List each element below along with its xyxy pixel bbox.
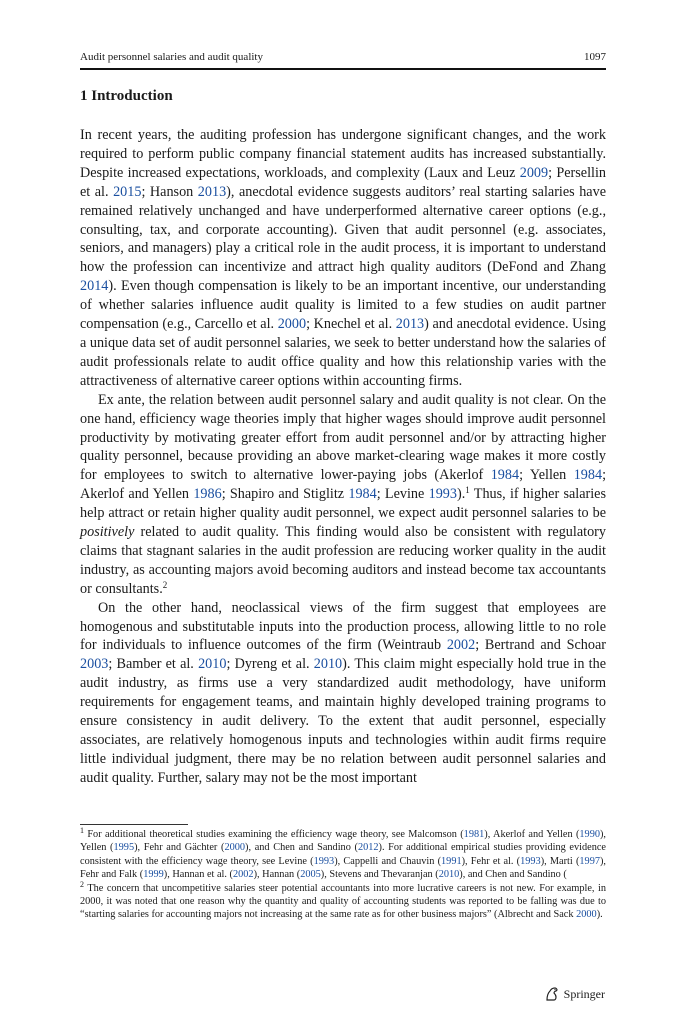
footnote-number: 1	[80, 826, 84, 835]
footnote-ref[interactable]: 1	[465, 485, 470, 496]
running-title: Audit personnel salaries and audit quality	[80, 51, 263, 63]
footnote-number: 2	[80, 879, 84, 889]
citation-link[interactable]: 2014	[80, 278, 109, 295]
citation-link[interactable]: 2012	[357, 842, 379, 854]
citation-link[interactable]: 1984	[490, 467, 520, 484]
body-text	[80, 126, 606, 788]
footnote-2: $^2$ The concern that uncompetitive salaries steer potential accountants into more lucrative careers is not new. For example, in 2000, it was noted that one reason why the quantity and quality of accounting students was reported to be falling was due to “starting salaries for accounting majors not increasing at the same rate as for other business majors” (Albrecht and Sack 2000).	[80, 879, 606, 921]
publisher-name: Springer	[563, 986, 605, 1001]
running-header	[80, 51, 606, 63]
citation-link[interactable]: 2000	[277, 316, 307, 333]
citation-link[interactable]: 1993	[428, 486, 457, 503]
paragraph-2: Ex ante, the relation between audit personnel salary and audit quality is not clear. On the one hand, efficiency wage theories imply that higher wages should improve audit personnel productivity by motivating greater effort from audit personnel and/or by attracting higher quality personnel, because providing an above market-clearing wage makes it more costly for employees to switch to alternative lower-paying jobs (Akerlof 1984; Yellen 1984; Akerlof and Yellen 1986; Shapiro and Stiglitz 1984; Levine 1993).$^1$ Thus, if higher salaries help attract or retain higher quality audit personnel, we expect audit personnel salaries to be positively related to audit quality. This finding would also be consistent with regulatory claims that stagnant salaries in the audit profession are reducing worker quality in the audit industry, as accounting majors avoid becoming auditors and instead become tax accountants or consultants.$^2$	[80, 391, 607, 597]
citation-link[interactable]: 2000	[224, 842, 246, 854]
citation-link[interactable]: 1991	[441, 855, 462, 867]
footnote-ref[interactable]: 2	[162, 579, 168, 590]
springer-horse-icon	[544, 986, 560, 1002]
citation-link[interactable]: 1993	[313, 855, 335, 867]
citation-link[interactable]: 2015	[113, 183, 142, 200]
citation-link[interactable]: 2002	[232, 869, 254, 881]
citation-link[interactable]: 1981	[463, 829, 485, 840]
footnote-rule	[80, 824, 188, 825]
citation-link[interactable]: 1990	[579, 829, 600, 840]
citation-link[interactable]: 1997	[579, 855, 600, 867]
citation-link[interactable]: 1986	[193, 486, 222, 503]
emphasis: positively	[80, 524, 135, 541]
citation-link[interactable]: 1999	[143, 869, 164, 881]
citation-link[interactable]: 2010	[198, 656, 227, 673]
citation-link[interactable]: 1993	[520, 855, 541, 867]
citation-link[interactable]: 2009	[519, 164, 549, 181]
citation-link[interactable]: 2002	[446, 637, 476, 654]
citation-link[interactable]: 2005	[300, 869, 321, 881]
paragraph-3: On the other hand, neoclassical views of the firm suggest that employees are homogenous and substitutable inputs into the production process, allowing little to no role for individuals to influence outcomes of the firm (Weintraub 2002; Bertrand and Schoar 2003; Bamber et al. 2010; Dyreng et al. 2010). This claim might especially hold true in the audit industry, as firms use a very standardized audit methodology, have uniform requirements for engagement teams, and maintain highly developed training programs to ensure consistency in audit delivery. To the extent that audit personnel, especially associates, are relatively homogenous inputs and technologies within audit firms require little individual judgment, there may be no relation between audit personnel salaries and audit quality. Further, salary may not be the most important	[80, 599, 606, 786]
paragraph-1: In recent years, the auditing profession has undergone significant changes, and the work required to perform public company financial statement audits has increased substantially. Despite increased expectations, workloads, and complexity (Laux and Leuz 2009; Persellin et al. 2015; Hanson 2013), anecdotal evidence suggests auditors’ real starting salaries have remained relatively unchanged and have underperformed alternative career options (e.g., consulting, tax, and corporate accounting). Given that audit personnel (e.g. associates, seniors, and managers) play a critical role in the audit process, it is important to understand how the profession can incentivize and attract high quality auditors (DeFond and Zhang 2014). Even though compensation is likely to be an important incentive, our understanding of whether salaries influence audit quality is limited to a few studies on audit partner compensation (e.g., Carcello et al. 2000; Knechel et al. 2013) and anecdotal evidence. Using a unique data set of audit personnel salaries, we seek to better understand how the salaries of audit professionals relate to audit office quality and how this relationship varies with the attractiveness of alternative career options within accounting firms.	[80, 127, 607, 389]
citation-link[interactable]: 2013	[197, 183, 227, 200]
section-title: 1 Introduction	[80, 88, 173, 104]
citation-link[interactable]: 2003	[80, 656, 109, 673]
citation-link[interactable]: 2010	[438, 869, 460, 881]
footnote-1: $^1$ For additional theoretical studies examining the efficiency wage theory, see Malcomson (1981), Akerlof and Yellen (1990), Yellen (1995), Fehr and Gächter (2000), and Chen and Sandino (2012). For additional empirical studies providing evidence consistent with the efficiency wage theory, see Levine (1993), Cappelli and Chauvin (1991), Fehr et al. (1993), Marti (1997), Fehr and Falk (1999), Hannan et al. (2002), Hannan (2005), Stevens and Thevaranjan (2010), and Chen and Sandino (	[80, 826, 607, 881]
citation-link[interactable]: 2000	[576, 909, 597, 921]
citation-link[interactable]: 1984	[348, 486, 377, 503]
header-rule	[80, 68, 606, 70]
page-number: 1097	[584, 51, 606, 63]
footnotes	[80, 828, 606, 922]
publisher-logo	[544, 986, 605, 1002]
citation-link[interactable]: 1995	[113, 842, 135, 854]
citation-link[interactable]: 1984	[573, 467, 603, 484]
citation-link[interactable]: 2010	[313, 656, 343, 673]
citation-link[interactable]: 2013	[395, 316, 425, 333]
